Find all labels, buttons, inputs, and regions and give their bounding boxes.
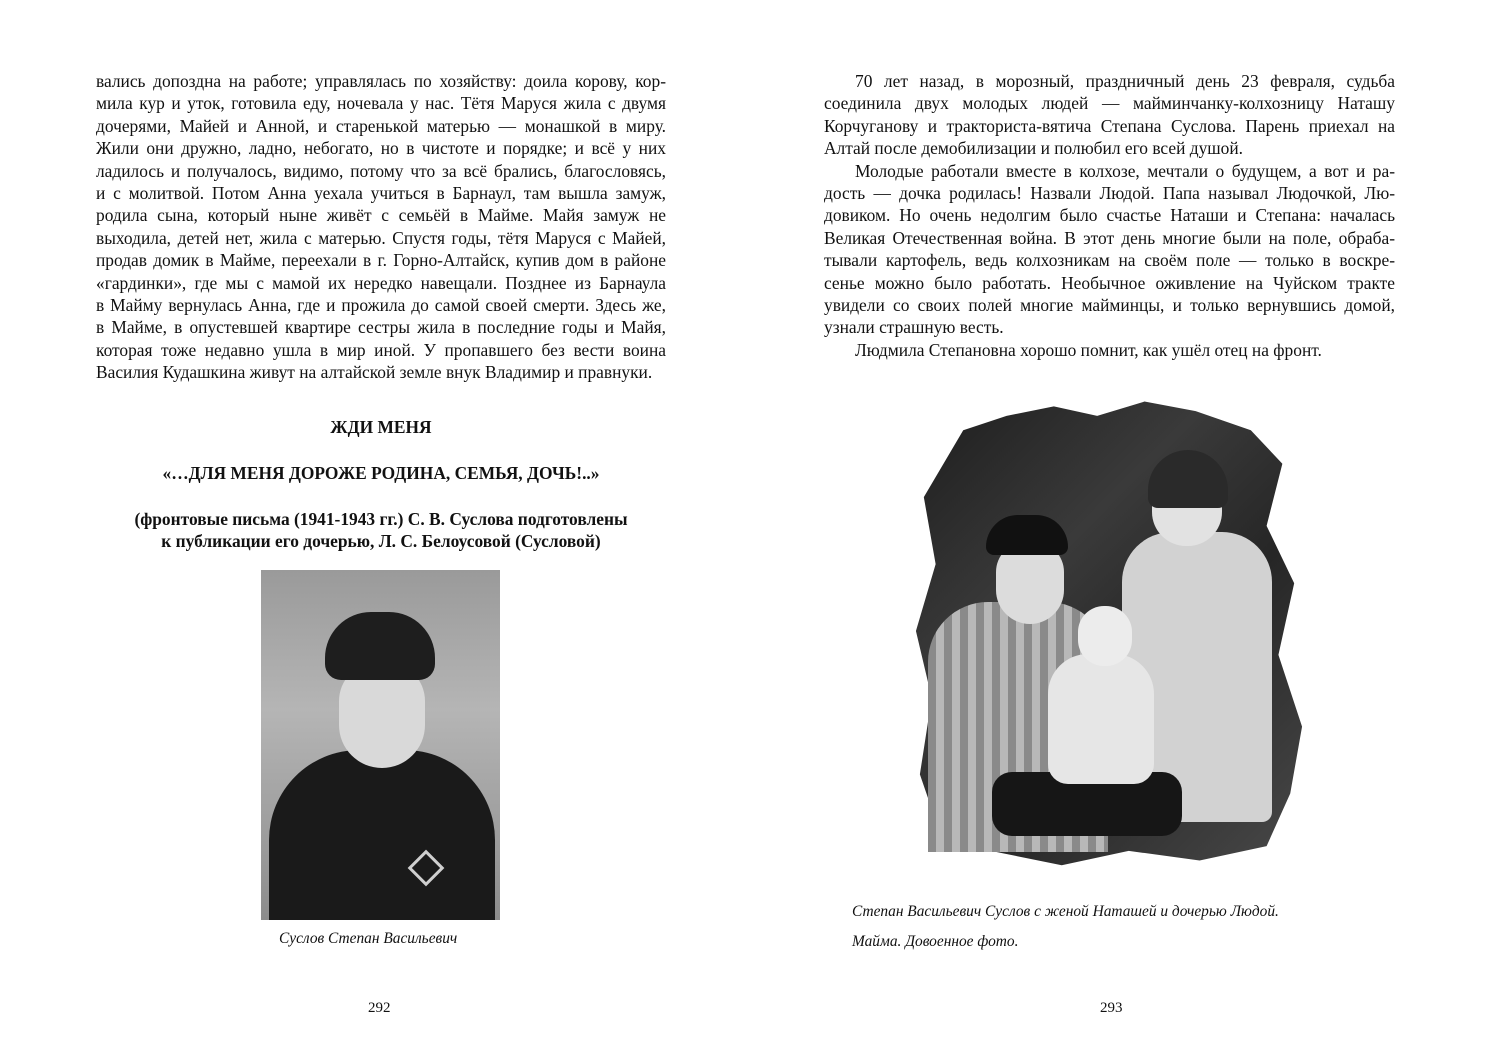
text-line: довиком. Но очень недолгим было счастье Наташи и Степана: началась — [824, 205, 1395, 226]
family-photo — [912, 392, 1306, 870]
photo-child-body — [1048, 654, 1154, 784]
right-page-paragraph — [824, 70, 1395, 361]
text-line: Корчуганову и тракториста-вятича Степана Суслова. Парень приехал на — [824, 115, 1395, 136]
text-line: 70 лет назад, в морозный, праздничный день 23 февраля, судьба — [855, 71, 1395, 91]
text-line: мила кур и уток, готовила еду, ночевала у нас. Тётя Маруся жила с двумя — [96, 93, 666, 114]
photo-fur-hat — [325, 612, 435, 680]
right-page — [746, 0, 1492, 1058]
section-title: ЖДИ МЕНЯ — [330, 417, 432, 437]
text-line: родила сына, который ныне живёт с семьёй в Майме. Майя замуж не — [96, 205, 666, 226]
text-line: соединила двух молодых людей — майминчанку-колхозницу Наташу — [824, 93, 1395, 114]
family-photo-caption-line2: Майма. Довоенное фото. — [852, 933, 1019, 950]
text-line: ладилось и получалось, видимо, потому что за всё брались, благословясь, — [96, 160, 666, 181]
text-line: тывали картофель, ведь колхозникам на своём поле — только в воскре- — [824, 250, 1395, 271]
text-line: увидели со своих полей многие майминцы, и только вернувшись домой, — [824, 295, 1395, 316]
subtitle-line: (фронтовые письма (1941-1943 гг.) С. В. Суслова подготовлены — [134, 509, 628, 529]
section-subtitle — [96, 508, 666, 553]
text-line: Василия Кудашкина живут на алтайской земле внук Владимир и правнуки. — [96, 362, 653, 383]
text-line: Алтай после демобилизации и полюбил его всей душой. — [824, 138, 1244, 159]
portrait-photo — [261, 570, 500, 920]
text-line: в Майме, в опустевшей квартире сестры жила в последние годы и Майя, — [96, 317, 666, 338]
text-line: вались допоздна на работе; управлялась по хозяйству: доила корову, кор- — [96, 71, 666, 91]
left-page-paragraph — [96, 70, 666, 384]
text-line: в Майму вернулась Анна, где и прожила до самой своей смерти. Здесь же, — [96, 295, 666, 316]
portrait-caption: Суслов Степан Васильевич — [279, 930, 458, 947]
text-line: Жили они дружно, ладно, небогато, но в чистоте и порядке; и всё у них — [96, 138, 666, 159]
section-quote: «…ДЛЯ МЕНЯ ДОРОЖЕ РОДИНА, СЕМЬЯ, ДОЧЬ!..» — [162, 463, 600, 483]
text-line: продав домик в Майме, переехали в г. Горно-Алтайск, купив дом в районе — [96, 250, 666, 271]
text-line: узнали страшную весть. — [824, 317, 1004, 338]
photo-coat — [269, 750, 495, 920]
text-line: и с молитвой. Потом Анна уехала учиться в Барнаул, там вышла замуж, — [96, 183, 666, 204]
text-line: Великая Отечественная война. В этот день многие были на поле, обраба- — [824, 227, 1395, 248]
text-line: дочерями, Майей и Анной, и старенькой матерью — монашкой в миру. — [96, 115, 666, 136]
text-line: «гардинки», где мы с мамой их нередко навещали. Позднее из Барнаула — [96, 272, 666, 293]
photo-man-cap — [986, 515, 1068, 555]
family-photo-caption-line1: Степан Васильевич Суслов с женой Наташей и дочерью Людой. — [852, 903, 1279, 920]
text-line: сенье можно было работать. Необычное оживление на Чуйском тракте — [824, 272, 1395, 293]
subtitle-line: к публикации его дочерью, Л. С. Белоусовой (Сусловой) — [161, 531, 601, 552]
text-line: выходила, детей нет, жила с матерью. Спустя годы, тётя Маруся с Майей, — [96, 227, 666, 248]
text-line: дость — дочка родилась! Назвали Людой. Папа называл Людочкой, Лю- — [824, 183, 1395, 204]
text-line: которая тоже недавно ушла в мир иной. У пропавшего без вести воина — [96, 339, 666, 360]
page-number: 293 — [1100, 1000, 1123, 1016]
text-line: Людмила Степановна хорошо помнит, как ушёл отец на фронт. — [855, 339, 1322, 360]
page-number: 292 — [368, 1000, 391, 1016]
text-line: Молодые работали вместе в колхозе, мечтали о будущем, а вот и ра- — [855, 160, 1395, 181]
photo-child-face — [1078, 606, 1132, 666]
